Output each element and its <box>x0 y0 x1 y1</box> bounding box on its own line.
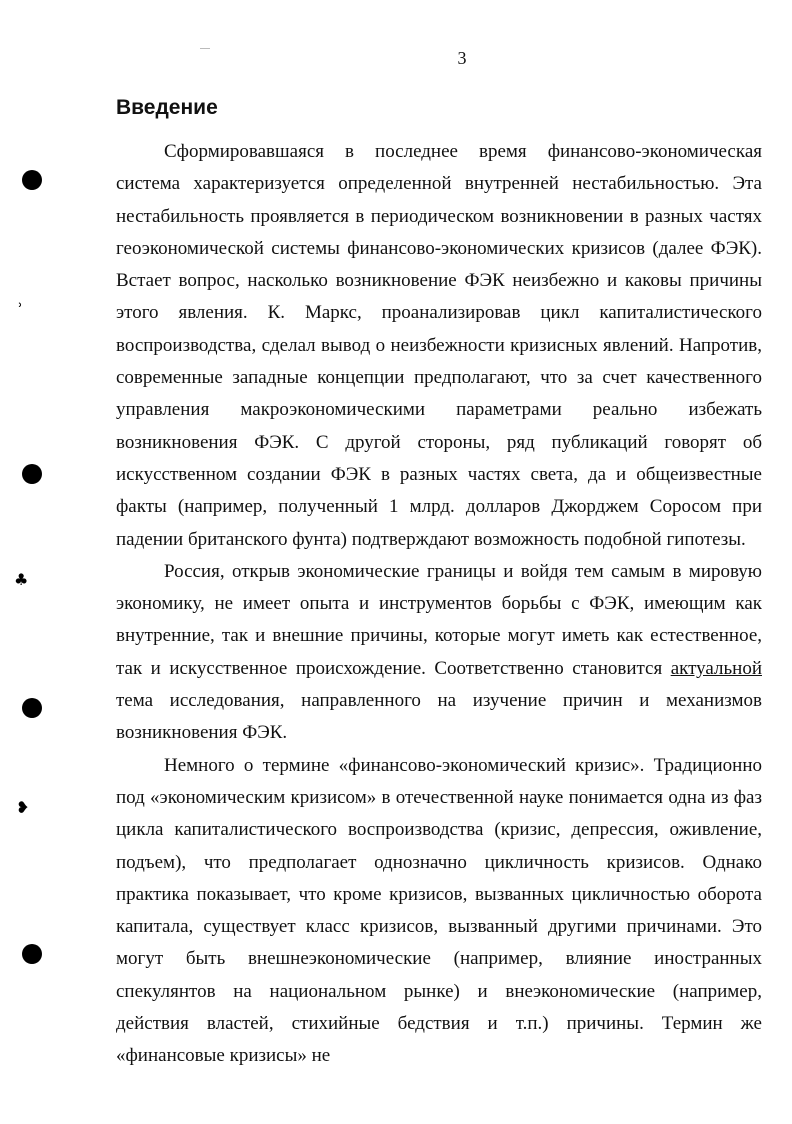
paragraph-3-text: Немного о термине «финансово-экономический кризис». Традиционно под «экономическим кризисом» в отечественной науке понимается одна из фаз цикла капиталистического воспроизводства (кризис, депрессия, оживление, подъем), что предполагает однозначно цикличность кризисов. Однако практика показывает, что кроме кризисов, вызванных цикличностью оборота капитала, существует класс кризисов, вызванный другими причинами. Это могут быть внешнеэкономические (например, влияние иностранных спекулянтов на национальном рынке) и внеэкономические (например, действия властей, стихийные бедствия и т.п.) причины. Термин же «финансовые кризисы» не <box>116 754 762 1067</box>
paragraph-2-text-start: Россия, открыв экономические границы и войдя тем самым в мировую экономику, не имеет опыта и инструментов борьбы с ФЭК, имеющим как внутренние, так и внешние причины, которые могут иметь как естественное, так и искусственное происхождение. Соответственно становится <box>116 560 762 679</box>
binder-hole-icon <box>22 698 42 718</box>
scan-mark-icon: ʾ <box>18 300 23 319</box>
scan-mark-icon: ♣ <box>14 570 29 589</box>
binder-hole-icon <box>22 170 42 190</box>
binder-hole-icon <box>22 464 42 484</box>
scan-mark-icon: ❥ <box>16 798 30 817</box>
paragraph-2 <box>116 556 762 750</box>
paragraph-2-text-end: тема исследования, направленного на изучение причин и механизмов возникновения ФЭК. <box>116 690 762 744</box>
paragraph-3 <box>116 750 762 1073</box>
paragraph-1-text: Сформировавшаяся в последнее время финансово-экономическая система характеризуется определенной внутренней нестабильностью. Эта нестабильность проявляется в периодическом возникновении в разных частях геоэкономической системы финансово-экономических кризисов (далее ФЭК). Встает вопрос, насколько возникновение ФЭК неизбежно и каковы причины этого явления. К. Маркс, проанализировав цикл капиталистического воспроизводства, сделал вывод о неизбежности кризисных явлений. Напротив, современные западные концепции предполагают, что за счет качественного управления макроэкономическими параметрами реально избежать возникновения ФЭК. С другой стороны, ряд публикаций говорят об искусственном создании ФЭК в разных частях света, да и общеизвестные факты (например, полученный 1 млрд. долларов Джорджем Соросом при падении британского фунта) подтверждают возможность подобной гипотезы. <box>116 141 762 550</box>
document-body <box>116 136 762 1073</box>
section-heading: Введение <box>116 96 218 119</box>
page-number: 3 <box>457 48 467 68</box>
binder-hole-icon <box>22 944 42 964</box>
paragraph-1 <box>116 136 762 556</box>
underlined-word: актуальной <box>670 657 762 679</box>
